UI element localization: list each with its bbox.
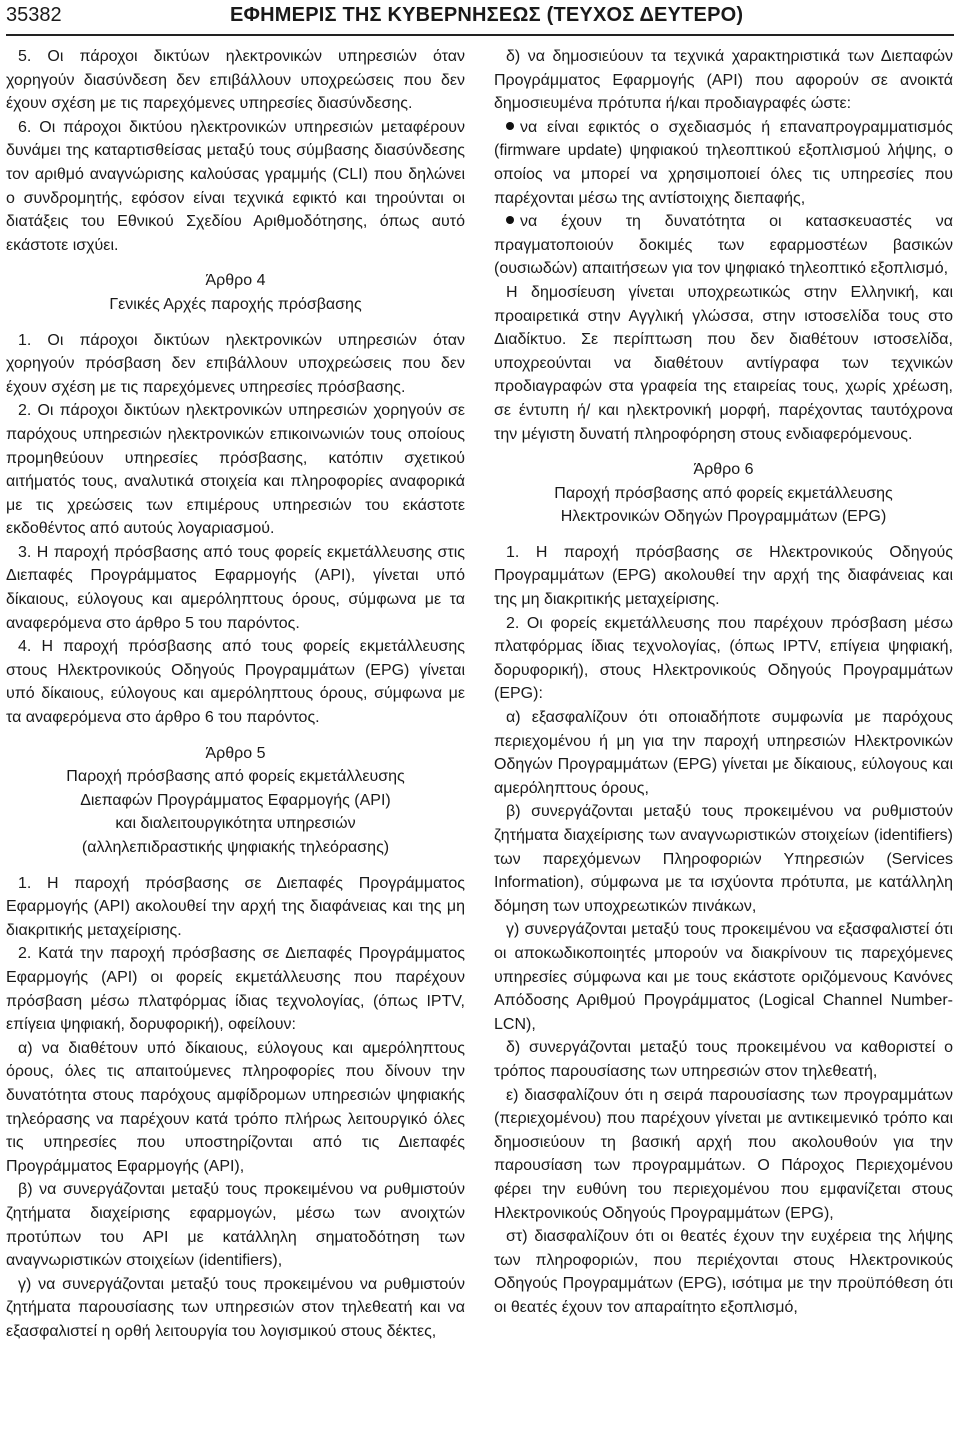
list-item: στ) διασφαλίζουν ότι οι θεατές έχουν την ευχέρεια της λήψης των πληροφοριών, που περιέχονται στους Ηλεκτρονικούς Οδηγούς Προγραμμάτων (EPG), ισότιμα με την προϋπόθεση ότι οι θεατές έχουν τον απαραίτητο εξοπλισμό, xyxy=(494,1228,953,1316)
article-number: Άρθρο 4 xyxy=(205,272,266,290)
paragraph: 1. Οι πάροχοι δικτύων ηλεκτρονικών υπηρεσιών όταν χορηγούν πρόσβαση δεν επιβάλλουν υποχρεώσεις που δεν έχουν σχέση με τις παρεχόμενες υπηρεσίες πρόσβασης. xyxy=(6,331,465,396)
article-title: Διεπαφών Προγράμματος Εφαρμογής (API) xyxy=(80,791,391,809)
article-title: Γενικές Αρχές παροχής πρόσβασης xyxy=(109,295,362,313)
list-item: γ) συνεργάζονται μεταξύ τους προκειμένου να εξασφαλιστεί ότι οι αποκωδικοποιητές μπορούν να διακρίνουν τις παρεχόμενες υπηρεσίες σύμφωνα και με τους εκάστοτε οριζόμενους Κανόνες Απόδοσης Αριθμού Προγράμματος (Logical Channel Number-LCN), xyxy=(494,921,953,1033)
article-title: και διαλειτουργικότητα υπηρεσιών xyxy=(115,815,356,833)
paragraph: 6. Οι πάροχοι δικτύου ηλεκτρονικών υπηρεσιών μεταφέρουν δυνάμει της καταρτισθείσας μεταξύ τους σύμβασης διασύνδεσης τον αριθμό αναγνώρισης καλούσας γραμμής (CLI) που δηλώνει ο συνδρομητής, εφόσον είναι τεχνικά εφικτό και τηρούνται οι διατάξεις του Εθνικού Σχεδίου Αριθμοδότησης, όπως αυτό εκάστοτε ισχύει. xyxy=(6,118,465,254)
article-title: Παροχή πρόσβασης από φορείς εκμετάλλευσης xyxy=(554,484,893,502)
paragraph: 3. Η παροχή πρόσβασης από τους φορείς εκμετάλλευσης στις Διεπαφές Προγράμματος Εφαρμογής (API), γίνεται υπό δίκαιους, εύλογους και αμερόληπτους όρους, σύμφωνα με τα αναφερόμενα στο άρθρο 5 του παρόντος. xyxy=(6,543,465,632)
article-title: Ηλεκτρονικών Οδηγών Προγραμμάτων (EPG) xyxy=(560,508,887,526)
header-divider xyxy=(6,34,954,36)
paragraph: 2. Οι φορείς εκμετάλλευσης που παρέχουν πρόσβαση μέσω πλατφόρμας ίδιας τεχνολογίας, (όπως IPTV, επίγεια ψηφιακή, δορυφορική), στους Ηλεκτρονικούς Οδηγούς Προγραμμάτων (EPG): xyxy=(494,614,953,703)
list-item: ε) διασφαλίζουν ότι η σειρά παρουσίασης των προγραμμάτων (περιεχομένου) που παρέχουν γίνεται με αντικειμενικό τρόπο και δημοσιεύουν τη βασική αρχή που ακολουθούν για την παρουσίαση των προγραμμάτων. Ο Πάροχος Περιεχομένου φέρει την ευθύνη του περιεχομένου που εμφανίζεται στους Ηλεκτρονικούς Οδηγούς Προγραμμάτων (EPG), xyxy=(494,1086,953,1222)
article-title: Παροχή πρόσβασης από φορείς εκμετάλλευσης xyxy=(66,768,405,786)
bullet-icon xyxy=(506,122,514,130)
paragraph: 1. Η παροχή πρόσβασης σε Διεπαφές Προγράμματος Εφαρμογής (API) ακολουθεί την αρχή της διαφάνειας και της μη διακριτικής μεταχείρισης. xyxy=(6,874,465,939)
paragraph: Η δημοσίευση γίνεται υποχρεωτικώς στην Ελληνική, και προαιρετικά στην Αγγλική γλώσσα, στην ιστοσελίδα τους στο Διαδίκτυο. Σε περίπτωση που δεν διαθέτουν ιστοσελίδα, υποχρεούνται να διαθέτουν αντίγραφα των τεχνικών προδιαγραφών στα γραφεία της εταιρείας τους, χωρίς χρέωση, σε έντυπη ή/ και ηλεκτρονική μορφή, παρέχοντας ταυτόχρονα την μέγιστη δυνατή πληροφόρηση στους ενδιαφερόμενους. xyxy=(494,283,953,443)
list-item: δ) συνεργάζονται μεταξύ τους προκειμένου να καθοριστεί ο τρόπος παρουσίασης των υπηρεσιών στον τηλεθεατή, xyxy=(494,1039,953,1080)
list-item: β) συνεργάζονται μεταξύ τους προκειμένου να ρυθμιστούν ζητήματα διαχείρισης των αναγνωριστικών στοιχείων (identifiers) των παρεχόμενων Πληροφοριών Υπηρεσιών (Services Information), σύμφωνα με τα ισχύοντα πρότυπα, με κατάλληλη δόμηση των υποχρεωτικών πινάκων, xyxy=(494,803,953,915)
list-item: γ) να συνεργάζονται μεταξύ τους προκειμένου να ρυθμιστούν ζητήματα παρουσίασης των υπηρεσιών στον τηλεθεατή και να εξασφαλιστεί η ορθή λειτουργία του λογισμικού στους δέκτες, xyxy=(6,1275,465,1340)
page-number: 35382 xyxy=(6,4,62,26)
paragraph: 2. Οι πάροχοι δικτύων ηλεκτρονικών υπηρεσιών χορηγούν σε παρόχους υπηρεσιών ηλεκτρονικών επικοινωνιών τους οποίους προμηθεύουν υπηρεσίες πρόσβασης, κατόπιν σχετικού αιτήματός τους, αναλυτικά στοιχεία και πληροφορίες αναφορικά με τις χρεώσεις των επιμέρους υπηρεσιών του εκάστοτε εκδοθέντος από αυτούς λογαριασμού. xyxy=(6,402,465,538)
right-column xyxy=(494,45,953,1319)
article-title: (αλληλεπιδραστικής ψηφιακής τηλεόρασης) xyxy=(81,839,390,856)
bullet-item xyxy=(494,116,953,210)
paragraph: 4. Η παροχή πρόσβασης από τους φορείς εκμετάλλευσης στους Ηλεκτρονικούς Οδηγούς Προγραμμάτων (EPG) γίνεται υπό δίκαιους, εύλογους και αμερόληπτους όρους, σύμφωνα με τα αναφερόμενα στο άρθρο 6 του παρόντος. xyxy=(6,638,465,727)
bullet-text: να έχουν τη δυνατότητα οι κατασκευαστές να πραγματοποιούν δοκιμές των εφαρμοστέων βασικών (ουσιωδών) απαιτήσεων για τον ψηφιακό τηλεοπτικό εξοπλισμό, xyxy=(494,213,953,278)
bullet-icon xyxy=(506,216,514,224)
bullet-text: να είναι εφικτός ο σχεδιασμός ή επαναπρογραμματισμός (firmware update) ψηφιακού τηλεοπτικού εξοπλισμού λήψης, ο οποίος να μπορεί να χρησιμοποιεί όλες τις υπηρεσίες που παρέχονται μέσω της αντίστοιχης διεπαφής, xyxy=(494,118,953,207)
left-column xyxy=(6,45,465,1343)
list-item: α) να διαθέτουν υπό δίκαιους, εύλογους και αμερόληπτους όρους, όλες τις απαιτούμενες πληροφορίες που δίνουν την δυνατότητα στους παρόχους αμφίδρομων υπηρεσιών ψηφιακής τηλεόρασης να παρέχουν κατά τρόπο πλήρως λειτουργικό όλες τις υπηρεσίες που υποστηρίζονται από τις Διεπαφές Προγράμματος Εφαρμογής (API), xyxy=(6,1039,465,1175)
article-number: Άρθρο 6 xyxy=(693,461,754,479)
bullet-item xyxy=(494,210,953,281)
list-item: δ) να δημοσιεύουν τα τεχνικά χαρακτηριστικά των Διεπαφών Προγράμματος Εφαρμογής (API) που αφορούν σε ανοικτά δημοσιευμένα πρότυπα ή/και προδιαγραφές ώστε: xyxy=(494,48,953,113)
list-item: α) εξασφαλίζουν ότι οποιαδήποτε συμφωνία με παρόχους περιεχομένου ή μη για την παροχή υπηρεσιών Ηλεκτρονικών Οδηγών Προγραμμάτων (EPG) γίνεται με δίκαιους, εύλογους και αμερόληπτους όρους, xyxy=(494,709,953,797)
page-header xyxy=(0,0,960,44)
gazette-title: ΕΦΗΜΕΡΙΣ ΤΗΣ ΚΥΒΕΡΝΗΣΕΩΣ (ΤΕΥΧΟΣ ΔΕΥΤΕΡΟ) xyxy=(230,4,744,26)
article-number: Άρθρο 5 xyxy=(205,744,266,762)
paragraph: 5. Οι πάροχοι δικτύων ηλεκτρονικών υπηρεσιών όταν χορηγούν διασύνδεση δεν επιβάλλουν υποχρεώσεις που δεν έχουν σχέση με τις παρεχόμενες υπηρεσίες διασύνδεσης. xyxy=(6,48,465,113)
paragraph: 1. Η παροχή πρόσβασης σε Ηλεκτρονικούς Οδηγούς Προγραμμάτων (EPG) ακολουθεί την αρχή της διαφάνειας και της μη διακριτικής μεταχείρισης. xyxy=(494,543,953,609)
paragraph: 2. Κατά την παροχή πρόσβασης σε Διεπαφές Προγράμματος Εφαρμογής (API) οι φορείς εκμετάλλευσης που παρέχουν πρόσβαση μέσω πλατφόρμας ίδιας τεχνολογίας, (όπως IPTV, επίγεια ψηφιακή, δορυφορική), οφείλουν: xyxy=(6,945,465,1034)
list-item: β) να συνεργάζονται μεταξύ τους προκειμένου να ρυθμιστούν ζητήματα διαχείρισης εφαρμογών, μέσω των ανοιχτών προτύπων του API με κατάλληλη σηματοδότηση των αναγνωριστικών στοιχείων (identifiers), xyxy=(6,1181,465,1270)
